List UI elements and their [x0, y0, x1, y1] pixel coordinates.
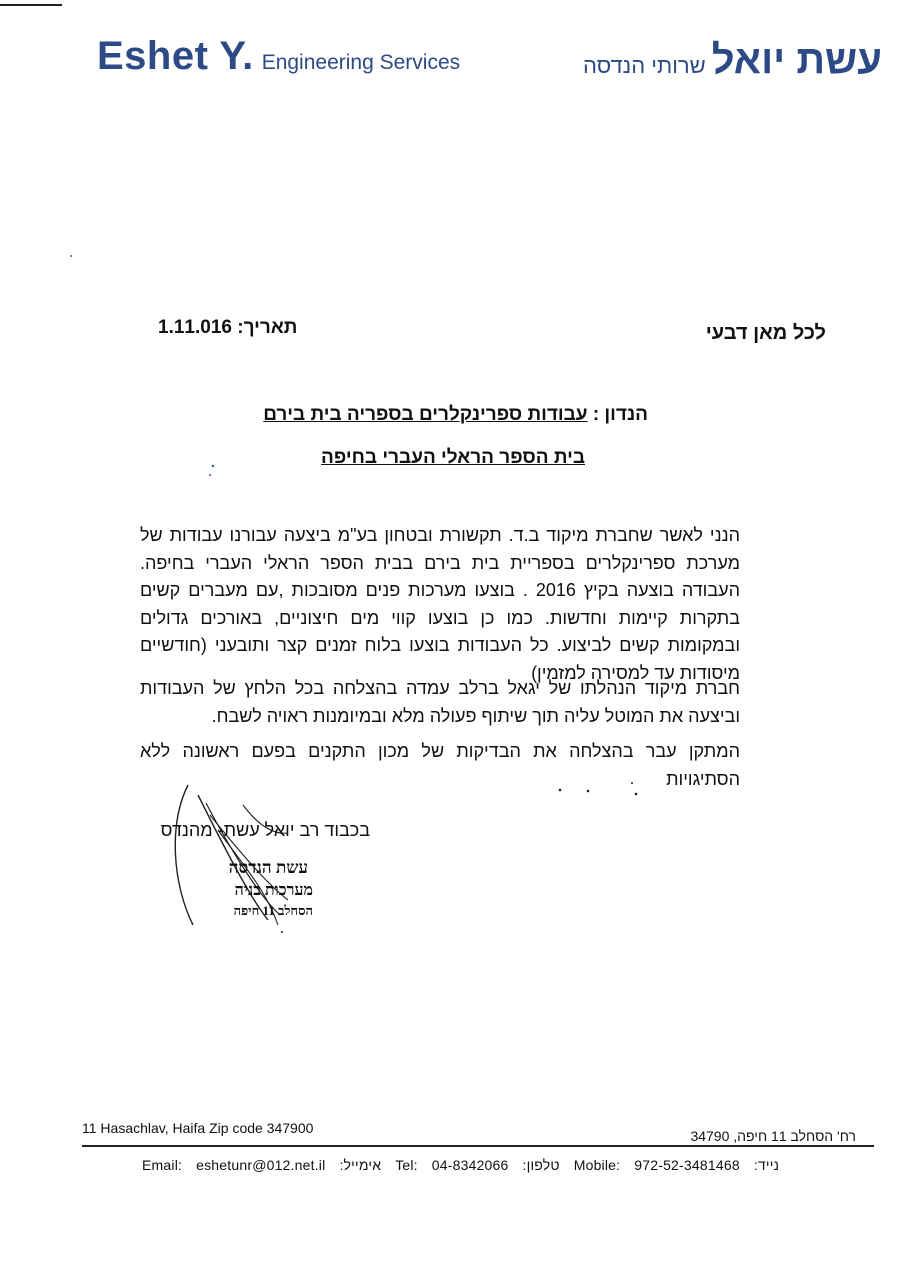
subject-line-1 — [263, 404, 648, 426]
subject-title: עבודות ספרינקלרים בספריה בית בירם — [263, 404, 588, 425]
recipient: לכל מאן דבעי — [705, 322, 826, 344]
mobile-label: Mobile: — [573, 1157, 621, 1173]
subject-line-2: בית הספר הראלי העברי בחיפה — [321, 447, 585, 468]
body-paragraph-2: חברת מיקוד הנהלתו של יגאל ברלב עמדה בהצלחה בכל הלחץ של העבודות וביצעה את המוטל עליה תוך שיתוף פעולה מלא ובמיומנות ראויה לשבח. — [140, 678, 740, 726]
brand-tagline-he: שרותי הנדסה — [582, 53, 706, 78]
letter-date: תאריך: 1.11.016 — [158, 317, 298, 338]
mobile-label-he: נייד: — [753, 1157, 780, 1173]
email-label-he: אימייל: — [339, 1157, 382, 1173]
letterhead-hebrew — [583, 38, 882, 83]
company-stamp-signature — [148, 775, 378, 940]
brand-name-en: Eshet Y. — [97, 34, 254, 78]
body-paragraph-3: המתקן עבר בהצלחה את הבדיקות של מכון התקנים בפעם ראשונה ללא הסתיגויות — [140, 741, 740, 789]
brand-name-he: עשת יואל — [711, 38, 882, 82]
stamp-line-2: מערכות בניה — [234, 882, 313, 899]
subject-label: הנדון : — [592, 404, 648, 425]
stamp-signature-graphic — [148, 775, 378, 940]
footer-contact-line — [142, 1157, 793, 1173]
tel-label-he: טלפון: — [522, 1157, 560, 1173]
stamp-line-1: עשת הנדסה — [228, 858, 308, 877]
letterhead-english — [97, 34, 460, 79]
email-address[interactable]: eshetunr@012.net.il — [196, 1157, 326, 1173]
footer-address-en: 11 Hasachlav, Haifa Zip code 347900 — [82, 1120, 314, 1136]
top-corner-mark — [0, 4, 62, 6]
email-label: Email: — [142, 1157, 183, 1173]
body-paragraph-1: הנני לאשר שחברת מיקוד ב.ד. תקשורת ובטחון בע"מ ביצעה עבורנו עבודות של מערכת ספרינקלרים בספריית בית בירם בבית הספר הראלי העברי בחיפה. העבודה בוצעה בקיץ 2016 . בוצעו מערכות פנים מסובכות ,עם מעברים קשים בתקרות קיימות וחדשות. כמו כן בוצעו קווי מים חיצוניים, באורכים גדולים ובמקומות קשים לביצוע. כל העבודות בוצעו בלוח זמנים קצר ותובעני (חודשיים מיסודות עד למסירה למזמין) — [140, 525, 740, 683]
tel-number: 04-8342066 — [431, 1157, 509, 1173]
stamp-line-3: הסחלב 11 חיפה — [233, 903, 313, 918]
tel-label: Tel: — [395, 1157, 418, 1173]
mobile-number: 972-52-3481468 — [634, 1157, 740, 1173]
brand-tagline-en: Engineering Services — [261, 51, 461, 74]
closing-signature-line: בכבוד רב יואל עשת- מהנדס — [160, 820, 370, 840]
footer-divider — [82, 1145, 874, 1147]
footer-address-he: רח' הסחלב 11 חיפה, 34790 — [690, 1128, 856, 1144]
